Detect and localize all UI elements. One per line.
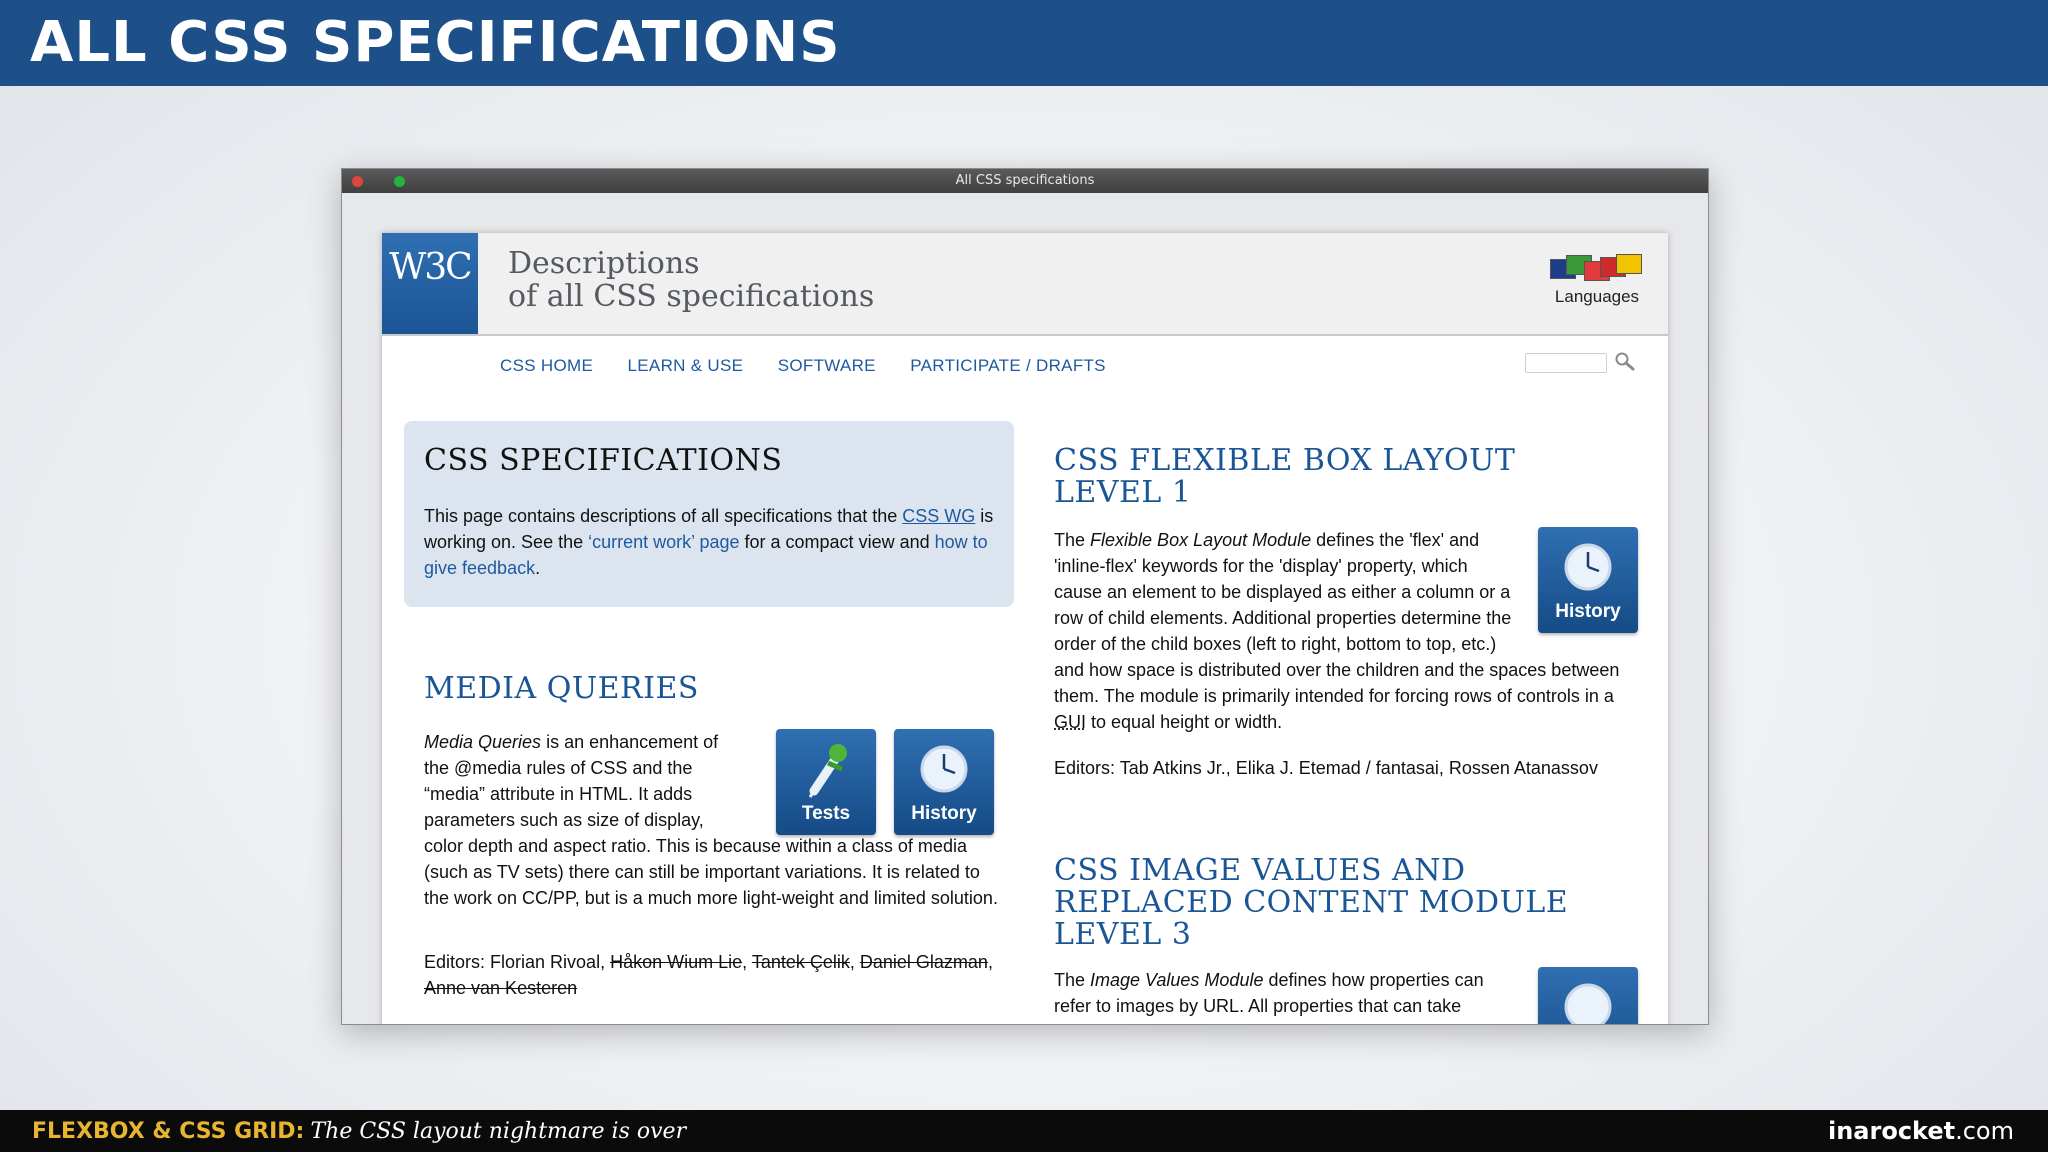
intro-text-part: This page contains descriptions of all specifications that the xyxy=(424,506,903,526)
banner-title-line2: of all CSS specifications xyxy=(508,279,875,314)
media-queries-heading[interactable]: MEDIA QUERIES xyxy=(424,671,699,706)
nav-learn-use[interactable]: LEARN & USE xyxy=(627,356,744,375)
flexbox-heading[interactable] xyxy=(1054,445,1515,509)
flexbox-text-part: The xyxy=(1054,530,1091,550)
main-nav xyxy=(500,351,1136,381)
intro-title: CSS SPECIFICATIONS xyxy=(424,443,783,478)
image-values-history-button[interactable] xyxy=(1538,967,1638,1025)
search-input[interactable] xyxy=(1525,353,1607,373)
image-values-text-part: defines how properties can refer to images by URL. All properties that can take xyxy=(1054,970,1484,1016)
footer-tagline: The CSS layout nightmare is over xyxy=(310,1119,687,1144)
web-page xyxy=(382,233,1668,1025)
gui-abbr: GUI xyxy=(1054,712,1087,732)
flexbox-text-part: to equal height or width. xyxy=(1086,712,1283,732)
intro-text-part: . xyxy=(535,558,541,578)
current-work-link[interactable]: ‘current work’ page xyxy=(588,532,740,552)
search-icon[interactable] xyxy=(1614,351,1636,373)
nav-css-home[interactable]: CSS HOME xyxy=(500,356,594,375)
intro-box xyxy=(404,421,1014,607)
nav-software[interactable]: SOFTWARE xyxy=(777,356,876,375)
image-values-heading-line: LEVEL 3 xyxy=(1054,917,1192,952)
footer-caption xyxy=(32,1118,686,1145)
flexbox-description xyxy=(1054,527,1638,735)
image-values-term: Image Values Module xyxy=(1090,970,1264,990)
css-wg-link[interactable]: CSS WG xyxy=(902,506,976,526)
footer-brand: FLEXBOX & CSS GRID: xyxy=(32,1119,305,1144)
browser-window xyxy=(341,168,1709,1025)
w3c-banner xyxy=(382,233,1668,336)
image-values-text-part: The xyxy=(1054,970,1091,990)
media-queries-description xyxy=(424,729,1004,911)
clock-icon xyxy=(1562,977,1614,1025)
flexbox-heading-line: LEVEL 1 xyxy=(1054,475,1192,510)
image-values-badge-slot xyxy=(1516,967,1638,1025)
clock-icon xyxy=(1562,537,1614,599)
w3c-logo[interactable]: W3C xyxy=(382,233,478,334)
struck-editor: Anne van Kesteren xyxy=(424,978,578,998)
flexbox-badge-slot xyxy=(1516,527,1638,633)
slide-header xyxy=(0,0,2048,86)
window-title: All CSS specifications xyxy=(955,173,1095,188)
history-label: History xyxy=(1555,601,1621,622)
nav-participate-drafts[interactable]: PARTICIPATE / DRAFTS xyxy=(910,356,1106,375)
struck-editor: Tantek Çelik xyxy=(751,952,850,972)
flexbox-heading-line: CSS FLEXIBLE BOX LAYOUT xyxy=(1054,443,1516,478)
window-titlebar[interactable] xyxy=(342,169,1708,193)
struck-editor: Håkon Wium Lie xyxy=(610,952,743,972)
editors-prefix: Editors: Florian Rivoal, xyxy=(424,952,611,972)
image-values-heading-line: CSS IMAGE VALUES AND xyxy=(1054,853,1466,888)
language-flags-icon[interactable] xyxy=(1550,253,1646,283)
intro-text xyxy=(424,503,1004,581)
history-button[interactable] xyxy=(894,729,994,835)
flag-icon xyxy=(1616,254,1642,274)
feedback-link[interactable]: how to give feedback xyxy=(424,532,988,578)
history-label: History xyxy=(911,803,977,824)
slide-footer xyxy=(0,1110,2048,1152)
struck-editor: Daniel Glazman xyxy=(859,952,988,972)
banner-title-line1: Descriptions xyxy=(508,246,700,281)
media-queries-editors: Editors: Florian Rivoal, Håkon Wium Lie, Tantek Çelik, Daniel Glazman, Anne van Kesteren xyxy=(424,952,993,998)
intro-text-part: is working on. See the xyxy=(424,506,994,552)
media-queries-text: is an enhancement of the @media rules of CSS and the “media” attribute in HTML. It adds parameters such as size of display, color depth and aspect ratio. This is because within a class of media (such as TV sets) there can still be important variations. It is related to the work on CC/PP, but is a much more light-weight and limited solution. xyxy=(424,732,998,908)
footer-site-bold: inarocket xyxy=(1827,1117,1956,1145)
flexbox-text-part: defines the 'flex' and 'inline-flex' keywords for the 'display' property, which cause an element to be displayed as either a column or a row of child elements. Additional properties determine the order of the child boxes (left to right, bottom to top, etc.) and how space is distributed over the children and the spaces between them. The module is primarily intended for forcing rows of controls in a xyxy=(1054,530,1620,706)
banner-title xyxy=(508,247,874,313)
image-values-heading[interactable] xyxy=(1054,855,1568,951)
flexbox-editors: Editors: Tab Atkins Jr., Elika J. Etemad / fantasai, Rossen Atanassov xyxy=(1054,758,1598,778)
flexbox-term: Flexible Box Layout Module xyxy=(1090,530,1312,550)
languages-link[interactable]: Languages xyxy=(1554,287,1640,306)
intro-text-part: for a compact view and xyxy=(739,532,935,552)
media-queries-term: Media Queries xyxy=(424,732,542,752)
slide-title: ALL CSS SPECIFICATIONS xyxy=(30,10,841,75)
footer-site-rest: .com xyxy=(1955,1117,2014,1145)
clock-icon xyxy=(918,739,970,801)
tests-label: Tests xyxy=(801,803,851,824)
footer-site xyxy=(1828,1118,2014,1144)
flexbox-history-button[interactable] xyxy=(1538,527,1638,633)
tests-button[interactable] xyxy=(776,729,876,835)
image-values-description xyxy=(1054,967,1638,1025)
pipette-icon xyxy=(800,739,852,801)
image-values-heading-line: REPLACED CONTENT MODULE xyxy=(1054,885,1569,920)
